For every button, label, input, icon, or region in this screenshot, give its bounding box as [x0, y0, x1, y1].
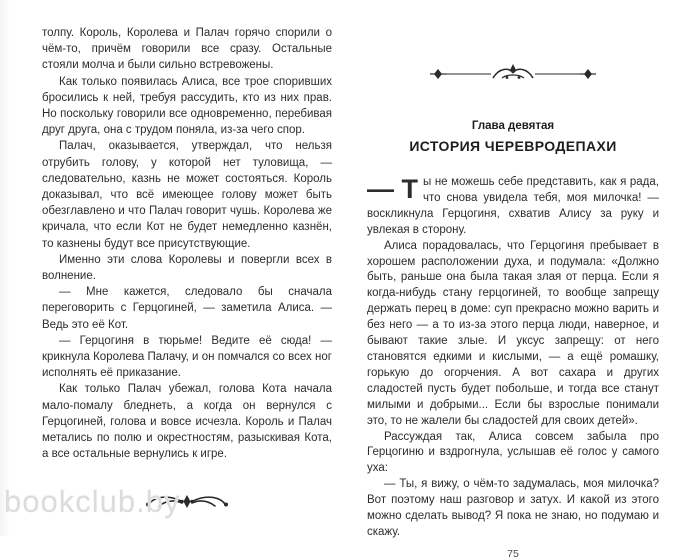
paragraph: толпу. Король, Королева и Палач горячо спорили о чём-то, причём говорили все сразу. Остальные стояли молча и были сильно встревожены.: [42, 27, 332, 72]
paragraph: — Герцогиня в тюрьме! Ведите её сюда! — крикнула Королева Палачу, и он помчался со всех ног исполнять её приказание.: [42, 334, 332, 380]
paragraph: Именно эти слова Королевы и повергли всех в волнение.: [42, 253, 332, 283]
paragraph: [367, 175, 659, 239]
chapter-title: ИСТОРИЯ ЧЕРЕВРОДЕПАХИ: [409, 138, 617, 154]
paragraph: Как только Палач убежал, голова Кота начала мало-помалу бледнеть, а когда он вернулся с Герцогиней, голова и вовсе исчезла. Король и Палач метались по полю и окрестностям, разыскивая Кота, а все остальные вернулись к игре.: [42, 383, 332, 461]
paragraph: — Мне кажется, следовало бы сначала переговорить с Герцогиней, — заметила Алиса. — Ведь это её Кот.: [42, 286, 332, 331]
page-number: 75: [507, 547, 519, 560]
paragraph-text: ы не можешь себе представить, как я рада, что снова увидела тебя, моя милочка! — воскликнула Герцогиня, схватив Алису за руку и увлекая в сторону.: [367, 176, 659, 236]
paragraph: Алиса порадовалась, что Герцогиня пребывает в хорошем расположении духа, и подумала: «Должно быть, раньше она была такая злая от перца. Если я когда-нибудь стану герцогиней, то вообще запрещу держать перец в доме: суп прекрасно можно варить и без него — а то из-за этого перца люди, наверное, и бывают такие злые. И уксус запрещу: от него становятся едкими и кислыми, — а ещё ромашку, горькую до огорчения. А вот сахара и других сладостей пусть будет побольше, и тогда все станут милыми и добрыми... Если бы взрослые понимали это, то не жалели бы сладостей для своих детей».: [367, 239, 659, 427]
chapter-number: Глава девятая: [471, 120, 555, 132]
paragraph: Как только появилась Алиса, все трое споривших бросились к ней, требуя рассудить, кто из них прав. Но поскольку говорили все одновременно, перебивая друг друга, она с трудом поняла, из-за чего спор.: [42, 75, 332, 137]
watermark: bookclub.by: [4, 484, 181, 519]
chapter-divider-icon: [367, 60, 659, 86]
left-page: [42, 25, 332, 512]
paragraph: Палач, оказывается, утверждал, что нельзя отрубить голову, у которой нет туловища, — следовательно, казнь не может состояться. Король доказывал, что всё имеющее голову может быть обезглавлено и что Палач говорит чушь. Королева же кричала, что если Кот не будет немедленно казнён, то казнены будут все присутствующие.: [42, 140, 332, 250]
paragraph: Рассуждая так, Алиса совсем забыла про Герцогиню и вздрогнула, услышав её голос у самого уха:: [367, 430, 659, 475]
paragraph: — Ты, я вижу, о чём-то задумалась, моя милочка? Вот поэтому наш разговор и затух. И какой из этого можно сделать вывод? Я пока не знаю, но подумаю и скажу.: [367, 478, 659, 538]
drop-cap: — Т: [367, 174, 418, 204]
right-page: [367, 52, 659, 560]
